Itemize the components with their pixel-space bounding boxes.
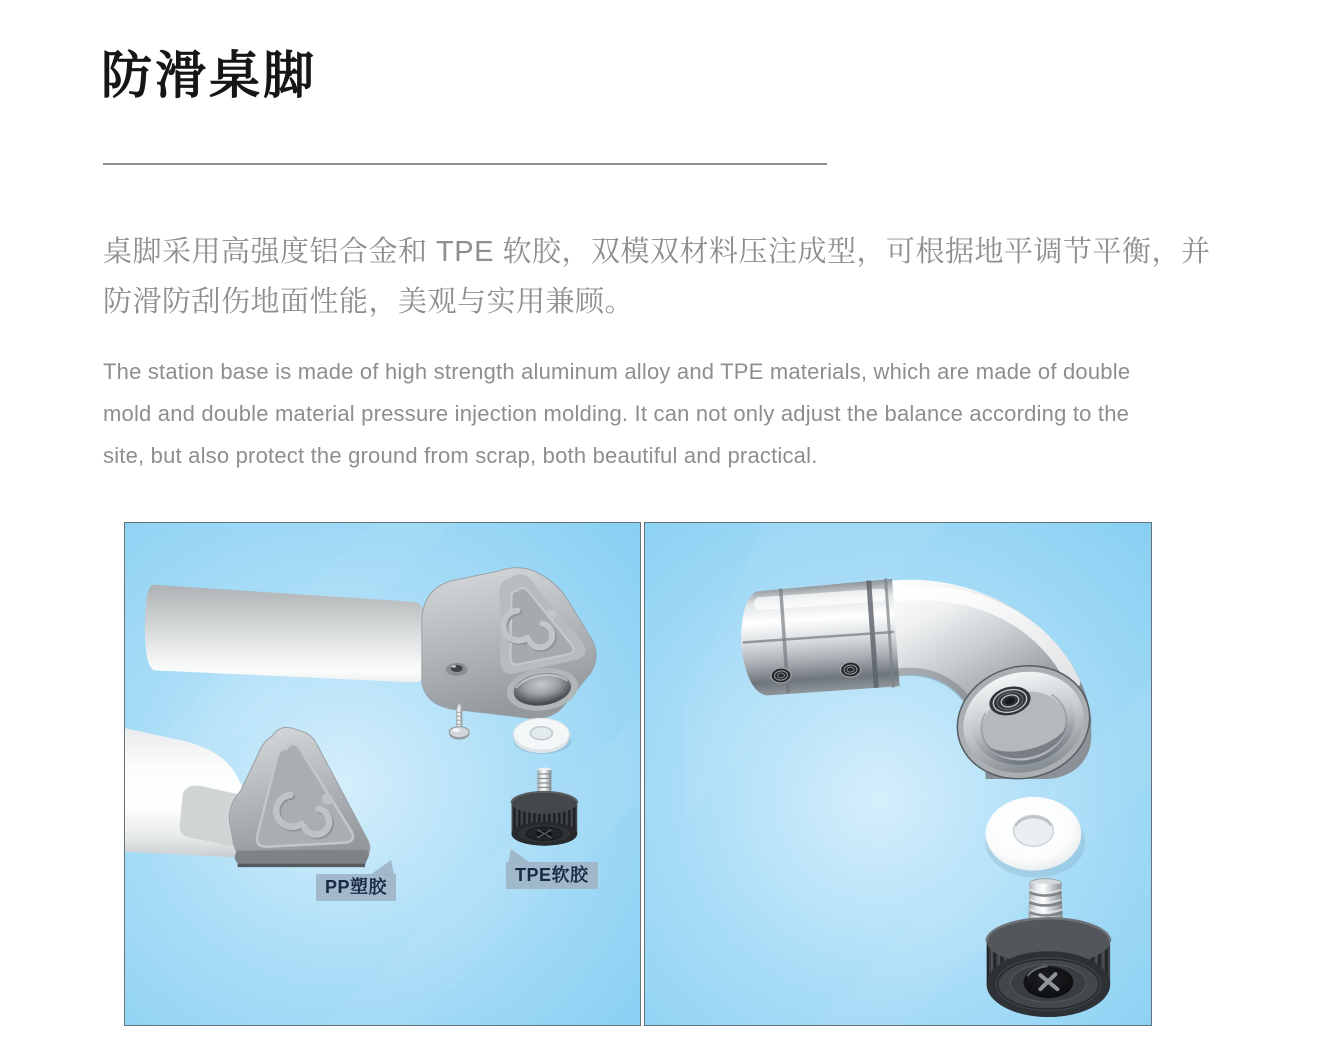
title-divider xyxy=(103,163,827,165)
intro-en-line1: The station base is made of high strength aluminum alloy and TPE materials, which are made of double xyxy=(103,359,1131,384)
intro-zh-line2: 防滑防刮伤地面性能，美观与实用兼顾。 xyxy=(103,286,635,318)
figure-left-panel xyxy=(124,522,641,1026)
clamp-section xyxy=(737,578,900,698)
figure-right-panel xyxy=(644,522,1152,1026)
washer xyxy=(513,718,571,754)
intro-zh-line1: 桌脚采用高强度铝合金和 TPE 软胶，双模双材料压注成型，可根据地平调节平衡，并 xyxy=(103,236,1211,268)
intro-en-line3: site, but also protect the ground from scrap, both beautiful and practical. xyxy=(103,443,818,468)
label-tpe-rubber xyxy=(506,862,598,889)
intro-en-line2: mold and double material pressure injection molding. It can not only adjust the balance according to the xyxy=(103,401,1130,426)
product-figure xyxy=(124,522,1152,1026)
label-pp-text: PP塑胶 xyxy=(325,877,388,897)
left-panel-image xyxy=(125,523,640,1025)
label-tpe-text: TPE软胶 xyxy=(515,865,589,885)
right-panel-image xyxy=(645,523,1151,1025)
screw-hole xyxy=(446,663,468,676)
intro-en xyxy=(103,351,1130,477)
page-title: 防滑桌脚 xyxy=(101,47,318,104)
intro-zh xyxy=(103,227,1211,327)
label-pp-plastic xyxy=(316,874,396,901)
